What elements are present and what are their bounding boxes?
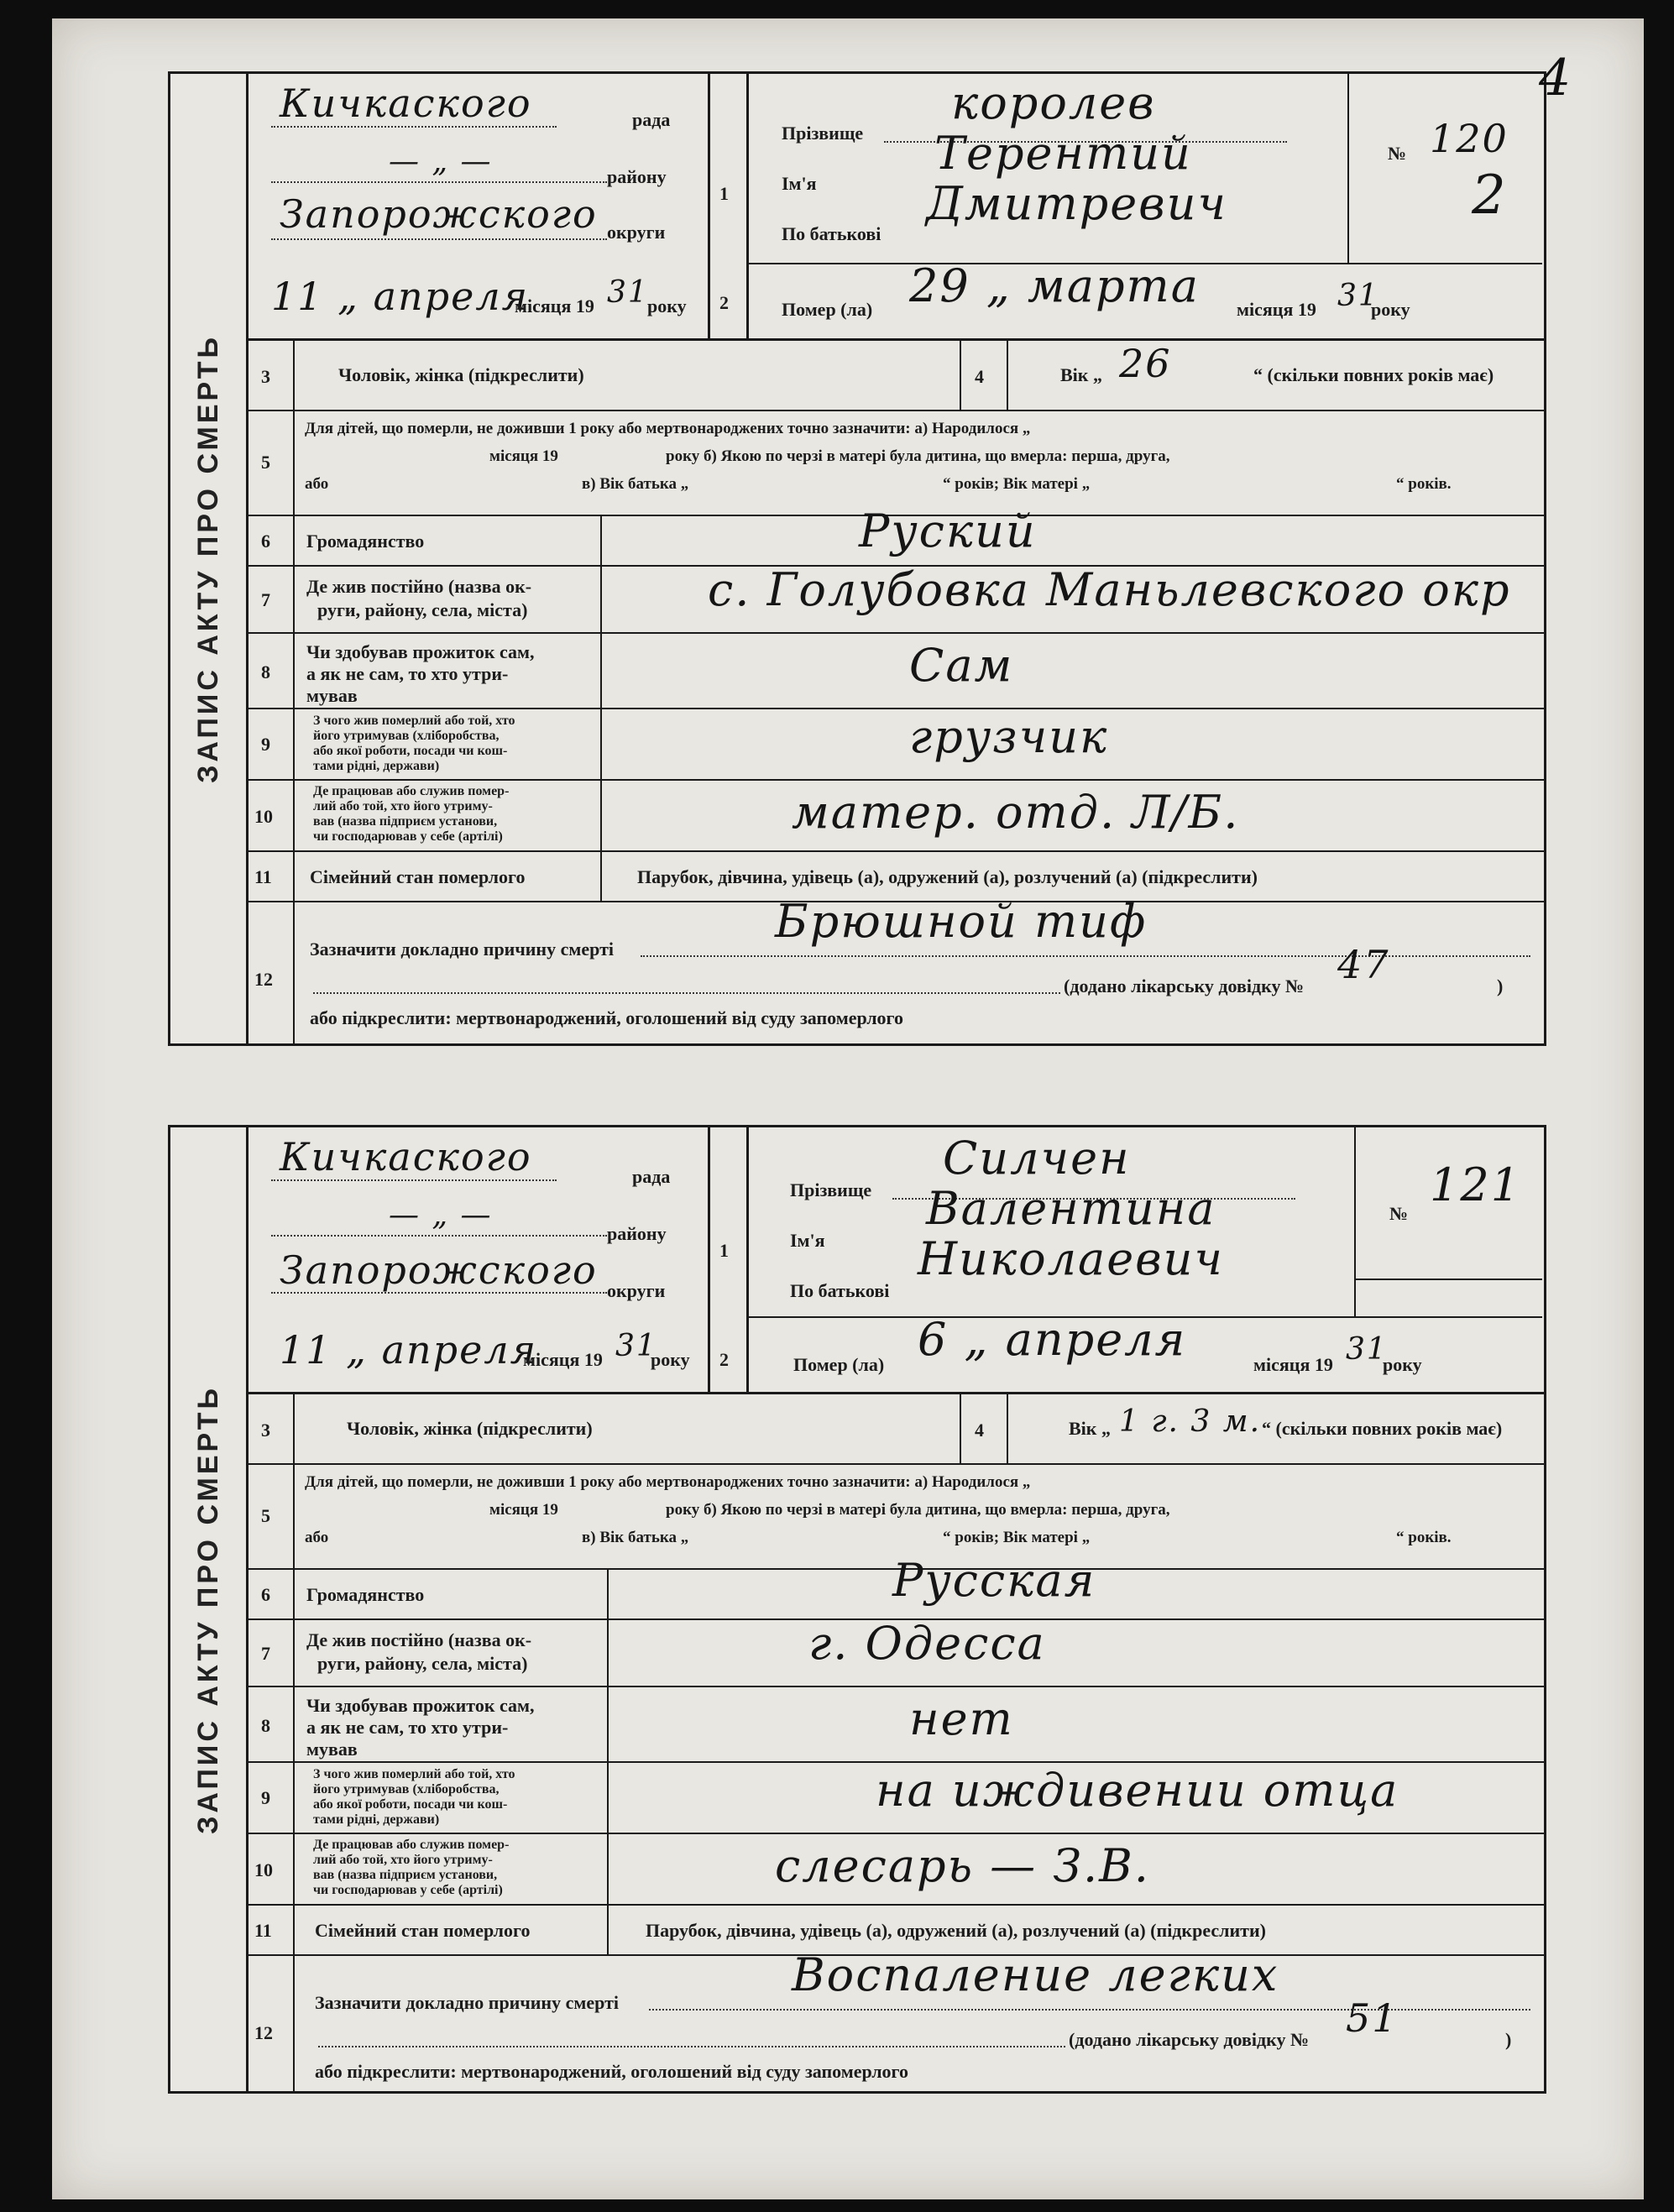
okrug-label: округи [607, 222, 666, 243]
certificate-value: 51 [1346, 1995, 1399, 2041]
reg-year-value: 31 [607, 275, 649, 310]
death-record-form-1: ЗАПИС АКТУ ПРО СМЕРТЬ Кичкаского рада — „ — району Запорожского округи 11 „ апреля місяця 19 31 року 1 2 Прізвище королев Ім'я Терентий По батькові Дмитревич 4 № 120 2 Помер (ла) 29 „ марта місяця 19 31 року 3 Чоловік, жінка (підкреслити) 4 Вік „ 26 “ (скільки повних років має) 5 Для дітей, що померли, не доживши 1 року або мертвонароджених точно зазначити: а) Народилося „ місяця 19 року б) Якою по черзі в матері була дитина, що вмерла: перша, друга, або в) Вік батька „ “ років; Вік матері „ “ років. 6 Громадянство Руский 7 Де жив постійно (назва ок- руги, району, села, міста) с. Голубовка Маньлевского окр 8 Чи здобував прожиток сам, а як не сам, то хто утри- мував Сам 9 З чого жив померлий або той, хто його утримував (хліборобства, або якої роботи, посади чи кош- тами рідні, держави) грузчик 10 Де працював або служив помер- лий або той, хто його утриму- вав (назва підприєм установи, чи господарював у себе (артілі) матер. отд. Л/Б. 11 Сімейний стан померлого Парубок, дівчина, удівець (а), одружений (а), розлучений (а) (підкреслити) 12 Зазначити докладно причину смерті Брюшной тиф (додано лікарську довідку № 47 ) або підкреслити: мертвонароджений, оголошений від суду запомерлого [168, 71, 1546, 1046]
surname-value: Силчен [943, 1132, 1131, 1184]
occupation-value: на иждивении отца [876, 1764, 1399, 1817]
marital-options: Парубок, дівчина, удівець (а), одружений (а), розлучений (а) (підкреслити) [646, 1920, 1266, 1941]
reg-year-value: 31 [615, 1329, 657, 1363]
record-number-value: 120 [1430, 116, 1509, 161]
reg-month-label: місяця 19 [515, 295, 594, 316]
okrug-value: Запорожского [280, 1247, 598, 1293]
livelihood-value: Сам [909, 639, 1014, 692]
age-value: 26 [1119, 341, 1172, 386]
death-record-form-2: ЗАПИС АКТУ ПРО СМЕРТЬ Кичкаского рада — „ — району Запорожского округи 11 „ апреля місяця 19 31 року 1 2 Прізвище Силчен Ім'я Валентина По батькові Николаевич № 121 Помер (ла) 6 „ апреля місяця 19 31 року 3 Чоловік, жінка (підкреслити) 4 Вік „ 1 г. 3 м. “ (скільки повних років має) 5 Для дітей, що померли, не доживши 1 року або мертвонароджених точно зазначити: а) Народилося „ місяця 19 року б) Якою по черзі в матері була дитина, що вмерла: перша, друга, або в) Вік батька „ “ років; Вік матері „ “ років. 6 Громадянство Русская 7 Де жив постійно (назва ок- руги, району, села, міста) г. Одесса 8 Чи здобував прожиток сам, а як не сам, то хто утри- мував нет 9 З чого жив померлий або той, хто його утримував (хліборобства, або якої роботи, посади чи кош- тами рідні, держави) на иждивении отца 10 Де працював або служив помер- лий або той, хто його утриму- вав (назва підприєм установи, чи господарював у себе (артілі) слесарь — З.В. 11 Сімейний стан померлого Парубок, дівчина, удівець (а), одружений (а), розлучений (а) (підкреслити) 12 Зазначити докладно причину смерті Воспаление легких (додано лікарську довідку № 51 ) або підкреслити: мертвонароджений, оголошений від суду запомерлого [168, 1125, 1546, 2094]
certificate-label: (додано лікарську довідку № [1069, 2029, 1310, 2050]
death-date-value: 29 „ марта [909, 259, 1200, 312]
patronymic-value: Дмитревич [926, 177, 1227, 230]
citizenship-value: Руский [859, 505, 1037, 557]
death-year-label: року [1383, 1354, 1422, 1375]
pomer-label: Помер (ла) [793, 1354, 885, 1375]
death-date-value: 6 „ апреля [918, 1313, 1187, 1366]
reg-year-label: року [651, 1349, 690, 1370]
reg-date-value: 11 „ апреля [271, 274, 530, 319]
patronymic-label: По батькові [790, 1280, 890, 1301]
raion-label: району [607, 1223, 667, 1244]
livelihood-value: нет [909, 1692, 1014, 1745]
age-tail-label: “ (скільки повних років має) [1253, 364, 1494, 385]
citizenship-label: Громадянство [306, 531, 425, 552]
patronymic-label: По батькові [782, 223, 881, 244]
reg-date-value: 11 „ апреля [280, 1327, 538, 1373]
sex-label: Чоловік, жінка (підкреслити) [338, 364, 584, 385]
record-number-extra: 2 [1472, 165, 1508, 227]
raion-value: — „ — [389, 1198, 493, 1232]
marital-label: Сімейний стан померлого [315, 1920, 531, 1941]
death-year-label: року [1371, 299, 1410, 320]
rada-value: Кичкаского [280, 1134, 532, 1179]
pomer-label: Помер (ла) [782, 299, 873, 320]
workplace-value: матер. отд. Л/Б. [792, 786, 1240, 839]
stillborn-note: або підкреслити: мертвонароджений, оголошений від суду запомерлого [310, 1007, 903, 1028]
name-value: Валентина [926, 1182, 1216, 1235]
patronymic-value: Николаевич [918, 1232, 1224, 1285]
workplace-value: слесарь — З.В. [775, 1839, 1150, 1892]
rada-label: рада [632, 109, 671, 130]
residence-value: г. Одесса [808, 1617, 1046, 1670]
cause-value: Брюшной тиф [775, 895, 1148, 948]
raion-label: району [607, 166, 667, 187]
cause-value: Воспаление легких [792, 1948, 1279, 2001]
sex-label: Чоловік, жінка (підкреслити) [347, 1418, 593, 1439]
certificate-value: 47 [1337, 942, 1390, 987]
certificate-label: (додано лікарську довідку № [1064, 975, 1305, 996]
cause-label: Зазначити докладно причину смерті [310, 939, 614, 960]
surname-label: Прізвище [782, 123, 864, 144]
name-label: Ім'я [782, 173, 817, 194]
age-label: Вік „ [1069, 1418, 1111, 1439]
reg-month-label: місяця 19 [523, 1349, 603, 1370]
residence-value: с. Голубовка Маньлевского окр [708, 563, 1511, 616]
name-label: Ім'я [790, 1230, 825, 1251]
record-number-value: 121 [1430, 1158, 1522, 1211]
side-title: ЗАПИС АКТУ ПРО СМЕРТЬ [170, 1127, 248, 2091]
corner-mark: 4 [1539, 49, 1572, 107]
age-tail-label: “ (скільки повних років має) [1262, 1418, 1503, 1439]
death-year-value: 31 [1337, 279, 1379, 313]
side-title: ЗАПИС АКТУ ПРО СМЕРТЬ [170, 74, 248, 1043]
stillborn-note: або підкреслити: мертвонароджений, оголошений від суду запомерлого [315, 2061, 908, 2082]
age-label: Вік „ [1060, 364, 1102, 385]
death-year-value: 31 [1346, 1332, 1388, 1367]
cause-label: Зазначити докладно причину смерті [315, 1992, 619, 2013]
marital-options: Парубок, дівчина, удівець (а), одружений (а), розлучений (а) (підкреслити) [637, 866, 1258, 887]
marital-label: Сімейний стан померлого [310, 866, 526, 887]
death-month-label: місяця 19 [1237, 299, 1316, 320]
death-month-label: місяця 19 [1253, 1354, 1333, 1375]
okrug-value: Запорожского [280, 191, 598, 237]
row-number-2: 2 [719, 292, 729, 313]
reg-year-label: року [647, 295, 687, 316]
raion-value: — „ — [389, 144, 493, 179]
age-value: 1 г. 3 м. [1119, 1404, 1262, 1439]
citizenship-label: Громадянство [306, 1584, 425, 1605]
row-number-1: 1 [719, 183, 729, 204]
rada-value: Кичкаского [280, 81, 532, 126]
citizenship-value: Русская [892, 1554, 1096, 1607]
rada-label: рада [632, 1166, 671, 1187]
name-value: Терентий [934, 127, 1192, 180]
surname-label: Прізвище [790, 1179, 872, 1200]
surname-value: королев [951, 76, 1156, 129]
okrug-label: округи [607, 1280, 666, 1301]
number-label: № [1388, 143, 1407, 164]
number-label: № [1389, 1203, 1409, 1224]
occupation-value: грузчик [909, 710, 1109, 763]
